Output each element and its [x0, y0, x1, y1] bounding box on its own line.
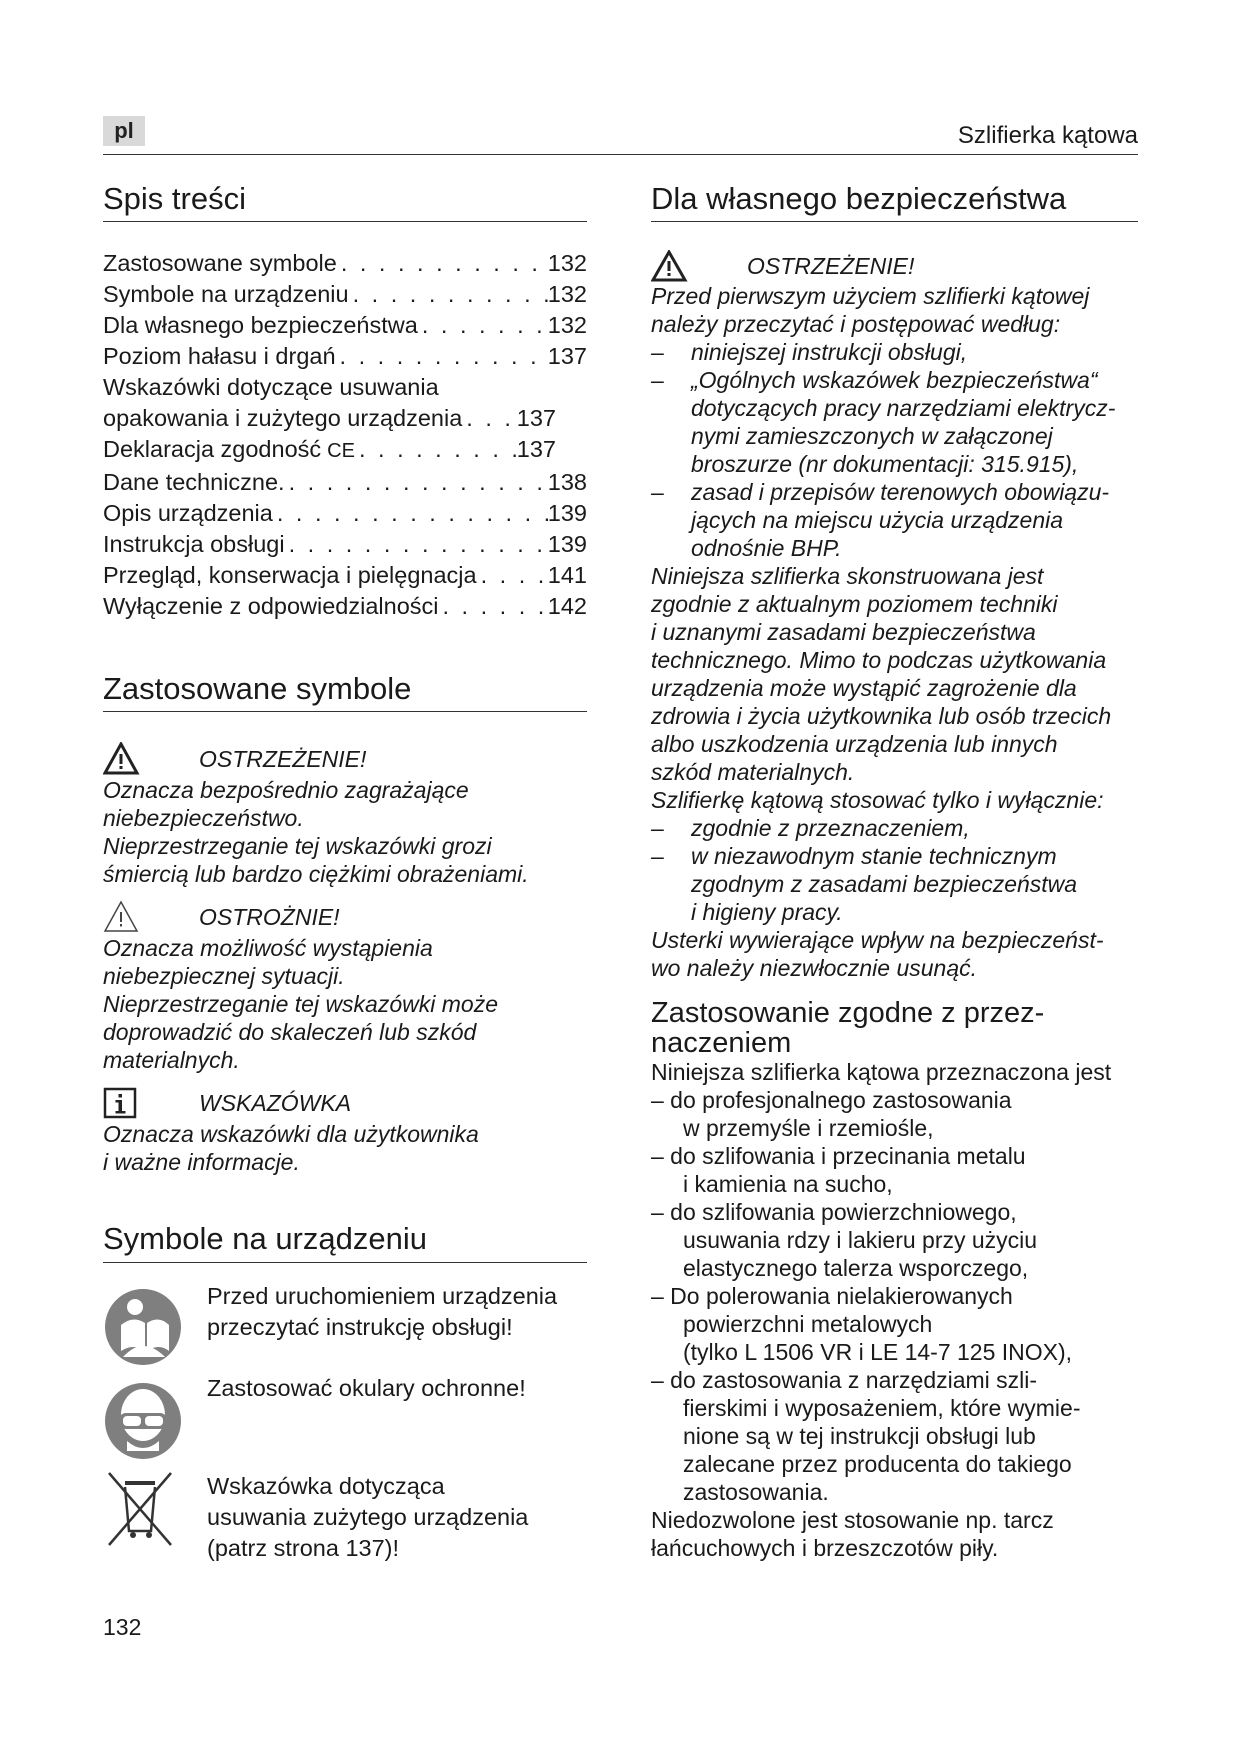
note-label: WSKAZÓWKA	[199, 1089, 352, 1116]
text-line: Nieprzestrzeganie tej wskazówki może	[103, 991, 498, 1018]
toc-entry-page: 137	[516, 436, 556, 463]
text-line: jących na miejscu użycia urządzenia	[691, 507, 1064, 534]
note-description	[103, 1120, 587, 1176]
text-line: Wskazówka dotycząca	[207, 1472, 445, 1499]
warning-entry	[103, 742, 587, 776]
toc-entry-page: 132	[547, 250, 587, 277]
toc-entry[interactable]	[103, 467, 587, 498]
header-divider	[103, 154, 1138, 155]
intended-intro: Niniejsza szlifierka kątowa przeznaczona jest	[651, 1059, 1112, 1086]
warning-triangle-icon	[103, 742, 153, 776]
toc-leader-dots	[336, 341, 548, 372]
device-symbols-heading: Symbole na urządzeniu	[103, 1220, 587, 1262]
toc-entry-title: Zastosowane symbole	[103, 250, 337, 277]
toc-entry-title: Poziom hałasu i drgań	[103, 343, 336, 370]
toc-entry-title: opakowania i zużytego urządzenia	[103, 405, 463, 432]
list-item	[651, 1366, 1138, 1506]
list-item	[651, 1142, 1138, 1198]
text-line: zgodnie z aktualnym poziomem techniki	[651, 591, 1058, 618]
safety-usage-list	[651, 814, 1138, 926]
caution-entry	[103, 900, 587, 934]
toc-entry-title: Instrukcja obsługi	[103, 531, 285, 558]
toc-entry-title: Wyłączenie z odpowiedzialności	[103, 593, 439, 620]
toc-leader-dots	[285, 529, 548, 560]
text-line: albo uszkodzenia urządzenia lub innych	[651, 731, 1058, 758]
text-line: Przed pierwszym użyciem szlifierki kątowej	[651, 283, 1090, 310]
text-line: Oznacza wskazówki dla użytkownika	[103, 1121, 479, 1148]
text-line: niebezpieczeństwo.	[103, 805, 304, 832]
text-line: zgodnie z przeznaczeniem,	[691, 815, 970, 842]
text-line: Oznacza możliwość wystąpienia	[103, 935, 433, 962]
read-manual-text	[207, 1281, 557, 1343]
text-line: należy przeczytać i postępować według:	[651, 311, 1061, 338]
list-item	[651, 1086, 1138, 1142]
text-line: przeczytać instrukcję obsługi!	[207, 1313, 513, 1340]
list-item-text	[691, 366, 1115, 478]
toc-entry[interactable]	[103, 310, 587, 341]
safety-heading: Dla własnego bezpieczeństwa	[651, 180, 1138, 222]
safety-warning-label: OSTRZEŻENIE!	[747, 252, 915, 279]
list-item	[651, 478, 1138, 562]
heading-line: naczeniem	[651, 1027, 792, 1060]
text-line: zastosowania.	[683, 1479, 829, 1506]
intended-use-list	[651, 1086, 1138, 1506]
text-line: nione są w tej instrukcji obsługi lub	[683, 1423, 1036, 1450]
text-line: „Ogólnych wskazówek bezpieczeństwa“	[691, 367, 1098, 394]
safety-intro	[651, 282, 1138, 338]
text-line: Oznacza bezpośrednio zagrażające	[103, 777, 469, 804]
text-line: Niedozwolone jest stosowanie np. tarcz	[651, 1507, 1054, 1534]
text-line: elastycznego talerza wsporczego,	[683, 1255, 1029, 1282]
toc-leader-dots	[337, 248, 548, 279]
text-line: (patrz strona 137)!	[207, 1534, 400, 1561]
caution-description	[103, 934, 587, 1074]
toc-entry-page: 137	[547, 343, 587, 370]
read-manual-icon	[103, 1285, 193, 1369]
toc-entry[interactable]	[103, 498, 587, 529]
note-entry	[103, 1086, 587, 1120]
page-number: 132	[103, 1614, 142, 1640]
toc-leader-dots	[438, 591, 547, 622]
toc-entry[interactable]	[103, 434, 556, 467]
table-of-contents	[103, 248, 587, 622]
toc-entry[interactable]	[103, 248, 587, 279]
symbols-heading: Zastosowane symbole	[103, 670, 587, 712]
text-line: i higieny pracy.	[691, 899, 843, 926]
warning-label: OSTRZEŻENIE!	[199, 745, 367, 772]
device-symbols-section	[103, 1220, 587, 1563]
text-line: i kamienia na sucho,	[683, 1171, 893, 1198]
text-line: i uznanymi zasadami bezpieczeństwa	[651, 619, 1036, 646]
intended-outro	[651, 1506, 1138, 1562]
toc-entry-page: 139	[547, 531, 587, 558]
warning-triangle-icon	[651, 250, 691, 282]
toc-leader-dots	[418, 310, 548, 341]
toc-entry-page: 141	[547, 562, 587, 589]
toc-entry[interactable]	[103, 591, 587, 622]
warning-description	[103, 776, 587, 888]
text-line: technicznego. Mimo to podczas użytkowania	[651, 647, 1107, 674]
text-line: w przemyśle i rzemiośle,	[683, 1115, 934, 1142]
text-line: broszurze (nr dokumentacji: 315.915),	[691, 451, 1079, 478]
toc-leader-dots	[462, 403, 517, 434]
disposal-text	[207, 1471, 528, 1564]
list-item	[651, 1282, 1138, 1366]
goggles-text	[207, 1373, 526, 1404]
text-line: – Do polerowania nielakierowanych	[651, 1283, 1013, 1310]
dash-marker: –	[651, 367, 664, 394]
text-line: – do szlifowania powierzchniowego,	[651, 1199, 1017, 1226]
right-column	[651, 180, 1138, 1562]
toc-leader-dots	[477, 560, 548, 591]
toc-entry[interactable]	[103, 372, 587, 403]
text-line: łańcuchowych i brzeszczotów piły.	[651, 1535, 999, 1562]
text-line: zdrowia i życia użytkownika lub osób trzecich	[651, 703, 1112, 730]
toc-entry[interactable]	[103, 279, 587, 310]
text-line: wo należy niezwłocznie usunąć.	[651, 955, 978, 982]
list-item	[651, 366, 1138, 478]
toc-entry-title: Dla własnego bezpieczeństwa	[103, 312, 418, 339]
toc-entry-page: 138	[547, 469, 587, 496]
caution-triangle-icon	[103, 900, 153, 934]
toc-heading: Spis treści	[103, 180, 587, 222]
text-line: niniejszej instrukcji obsługi,	[691, 339, 968, 366]
text-line: powierzchni metalowych	[683, 1311, 933, 1338]
toc-entry-title: Opis urządzenia	[103, 500, 273, 527]
text-line: urządzenia może wystąpić zagrożenie dla	[651, 675, 1077, 702]
text-line: i ważne informacje.	[103, 1149, 300, 1176]
text-line: Szlifierkę kątową stosować tylko i wyłącznie:	[651, 787, 1104, 814]
list-item-text	[691, 814, 970, 842]
toc-entry[interactable]	[103, 560, 587, 591]
safety-paragraph	[651, 562, 1138, 814]
ce-mark: CE	[327, 440, 355, 463]
header-title: Szlifierka kątowa	[957, 122, 1138, 149]
dash-marker: –	[651, 479, 664, 506]
heading-line: Zastosowanie zgodne z przez-	[651, 997, 1045, 1030]
toc-entry-page: 132	[547, 281, 587, 308]
disposal-symbol-row	[103, 1467, 587, 1564]
text-line: Nieprzestrzeganie tej wskazówki grozi	[103, 833, 492, 860]
dash-marker: –	[651, 339, 664, 366]
list-item-text	[691, 338, 967, 366]
text-line: Zastosować okulary ochronne!	[207, 1374, 526, 1401]
text-line: Niniejsza szlifierka skonstruowana jest	[651, 563, 1044, 590]
text-line: niebezpiecznej sytuacji.	[103, 963, 345, 990]
safety-warning-entry	[651, 250, 1138, 282]
text-line: odnośnie BHP.	[691, 535, 842, 562]
dash-marker: –	[651, 843, 664, 870]
safety-list	[651, 338, 1138, 562]
toc-entry-page: 137	[516, 405, 556, 432]
toc-entry[interactable]	[103, 341, 587, 372]
text-line: nymi zamieszczonych w załączonej	[691, 423, 1053, 450]
toc-entry-title: Wskazówki dotyczące usuwania	[103, 374, 439, 401]
toc-entry-page: 142	[547, 593, 587, 620]
toc-leader-dots	[349, 279, 548, 310]
info-icon	[103, 1086, 153, 1120]
text-line: – do zastosowania z narzędziami szli-	[651, 1367, 1038, 1394]
text-line: w niezawodnym stanie technicznym	[691, 843, 1057, 870]
caution-label: OSTROŻNIE!	[199, 903, 340, 930]
text-line: śmiercią lub bardzo ciężkimi obrażeniami.	[103, 861, 529, 888]
text-line: zgodnym z zasadami bezpieczeństwa	[691, 871, 1078, 898]
dash-marker: –	[651, 815, 664, 842]
toc-entry-title: Przegląd, konserwacja i pielęgnacja	[103, 562, 477, 589]
text-line: – do szlifowania i przecinania metalu	[651, 1143, 1026, 1170]
text-line: Usterki wywierające wpływ na bezpieczeńst-	[651, 927, 1104, 954]
toc-entry-page: 132	[547, 312, 587, 339]
text-line: usuwania zużytego urządzenia	[207, 1503, 529, 1530]
text-line: usuwania rdzy i lakieru przy użyciu	[683, 1227, 1038, 1254]
list-item-text	[691, 478, 1109, 562]
safety-goggles-icon	[103, 1379, 193, 1463]
language-badge: pl	[103, 116, 145, 146]
crossed-bin-icon	[103, 1467, 193, 1551]
toc-leader-dots	[355, 434, 517, 465]
toc-leader-dots	[285, 467, 548, 498]
text-line: zalecane przez producenta do takiego	[683, 1451, 1072, 1478]
text-line: szkód materialnych.	[651, 759, 855, 786]
list-item	[651, 814, 1138, 842]
intended-use-heading	[651, 998, 1138, 1058]
list-item	[651, 842, 1138, 926]
text-line: fierskimi i wyposażeniem, które wymie-	[683, 1395, 1081, 1422]
list-item-text	[691, 842, 1077, 926]
safety-defects-paragraph	[651, 926, 1138, 982]
text-line: dotyczących pracy narzędziami elektrycz-	[691, 395, 1116, 422]
text-line: zasad i przepisów terenowych obowiązu-	[691, 479, 1110, 506]
toc-entry[interactable]	[103, 529, 587, 560]
list-item	[651, 338, 1138, 366]
toc-leader-dots	[273, 498, 548, 529]
text-line: (tylko L 1506 VR i LE 14-7 125 INOX),	[683, 1339, 1073, 1366]
text-line: – do profesjonalnego zastosowania	[651, 1087, 1012, 1114]
toc-entry-title: Dane techniczne.	[103, 469, 285, 496]
text-line: doprowadzić do skaleczeń lub szkód	[103, 1019, 477, 1046]
toc-entry-page: 139	[547, 500, 587, 527]
toc-entry[interactable]	[103, 403, 556, 434]
toc-entry-title: Deklaracja zgodność	[103, 436, 322, 463]
text-line: Przed uruchomieniem urządzenia	[207, 1282, 558, 1309]
left-column	[103, 180, 587, 1564]
toc-entry-title: Symbole na urządzeniu	[103, 281, 349, 308]
list-item	[651, 1198, 1138, 1282]
symbols-section	[103, 670, 587, 1176]
text-line: materialnych.	[103, 1047, 240, 1074]
